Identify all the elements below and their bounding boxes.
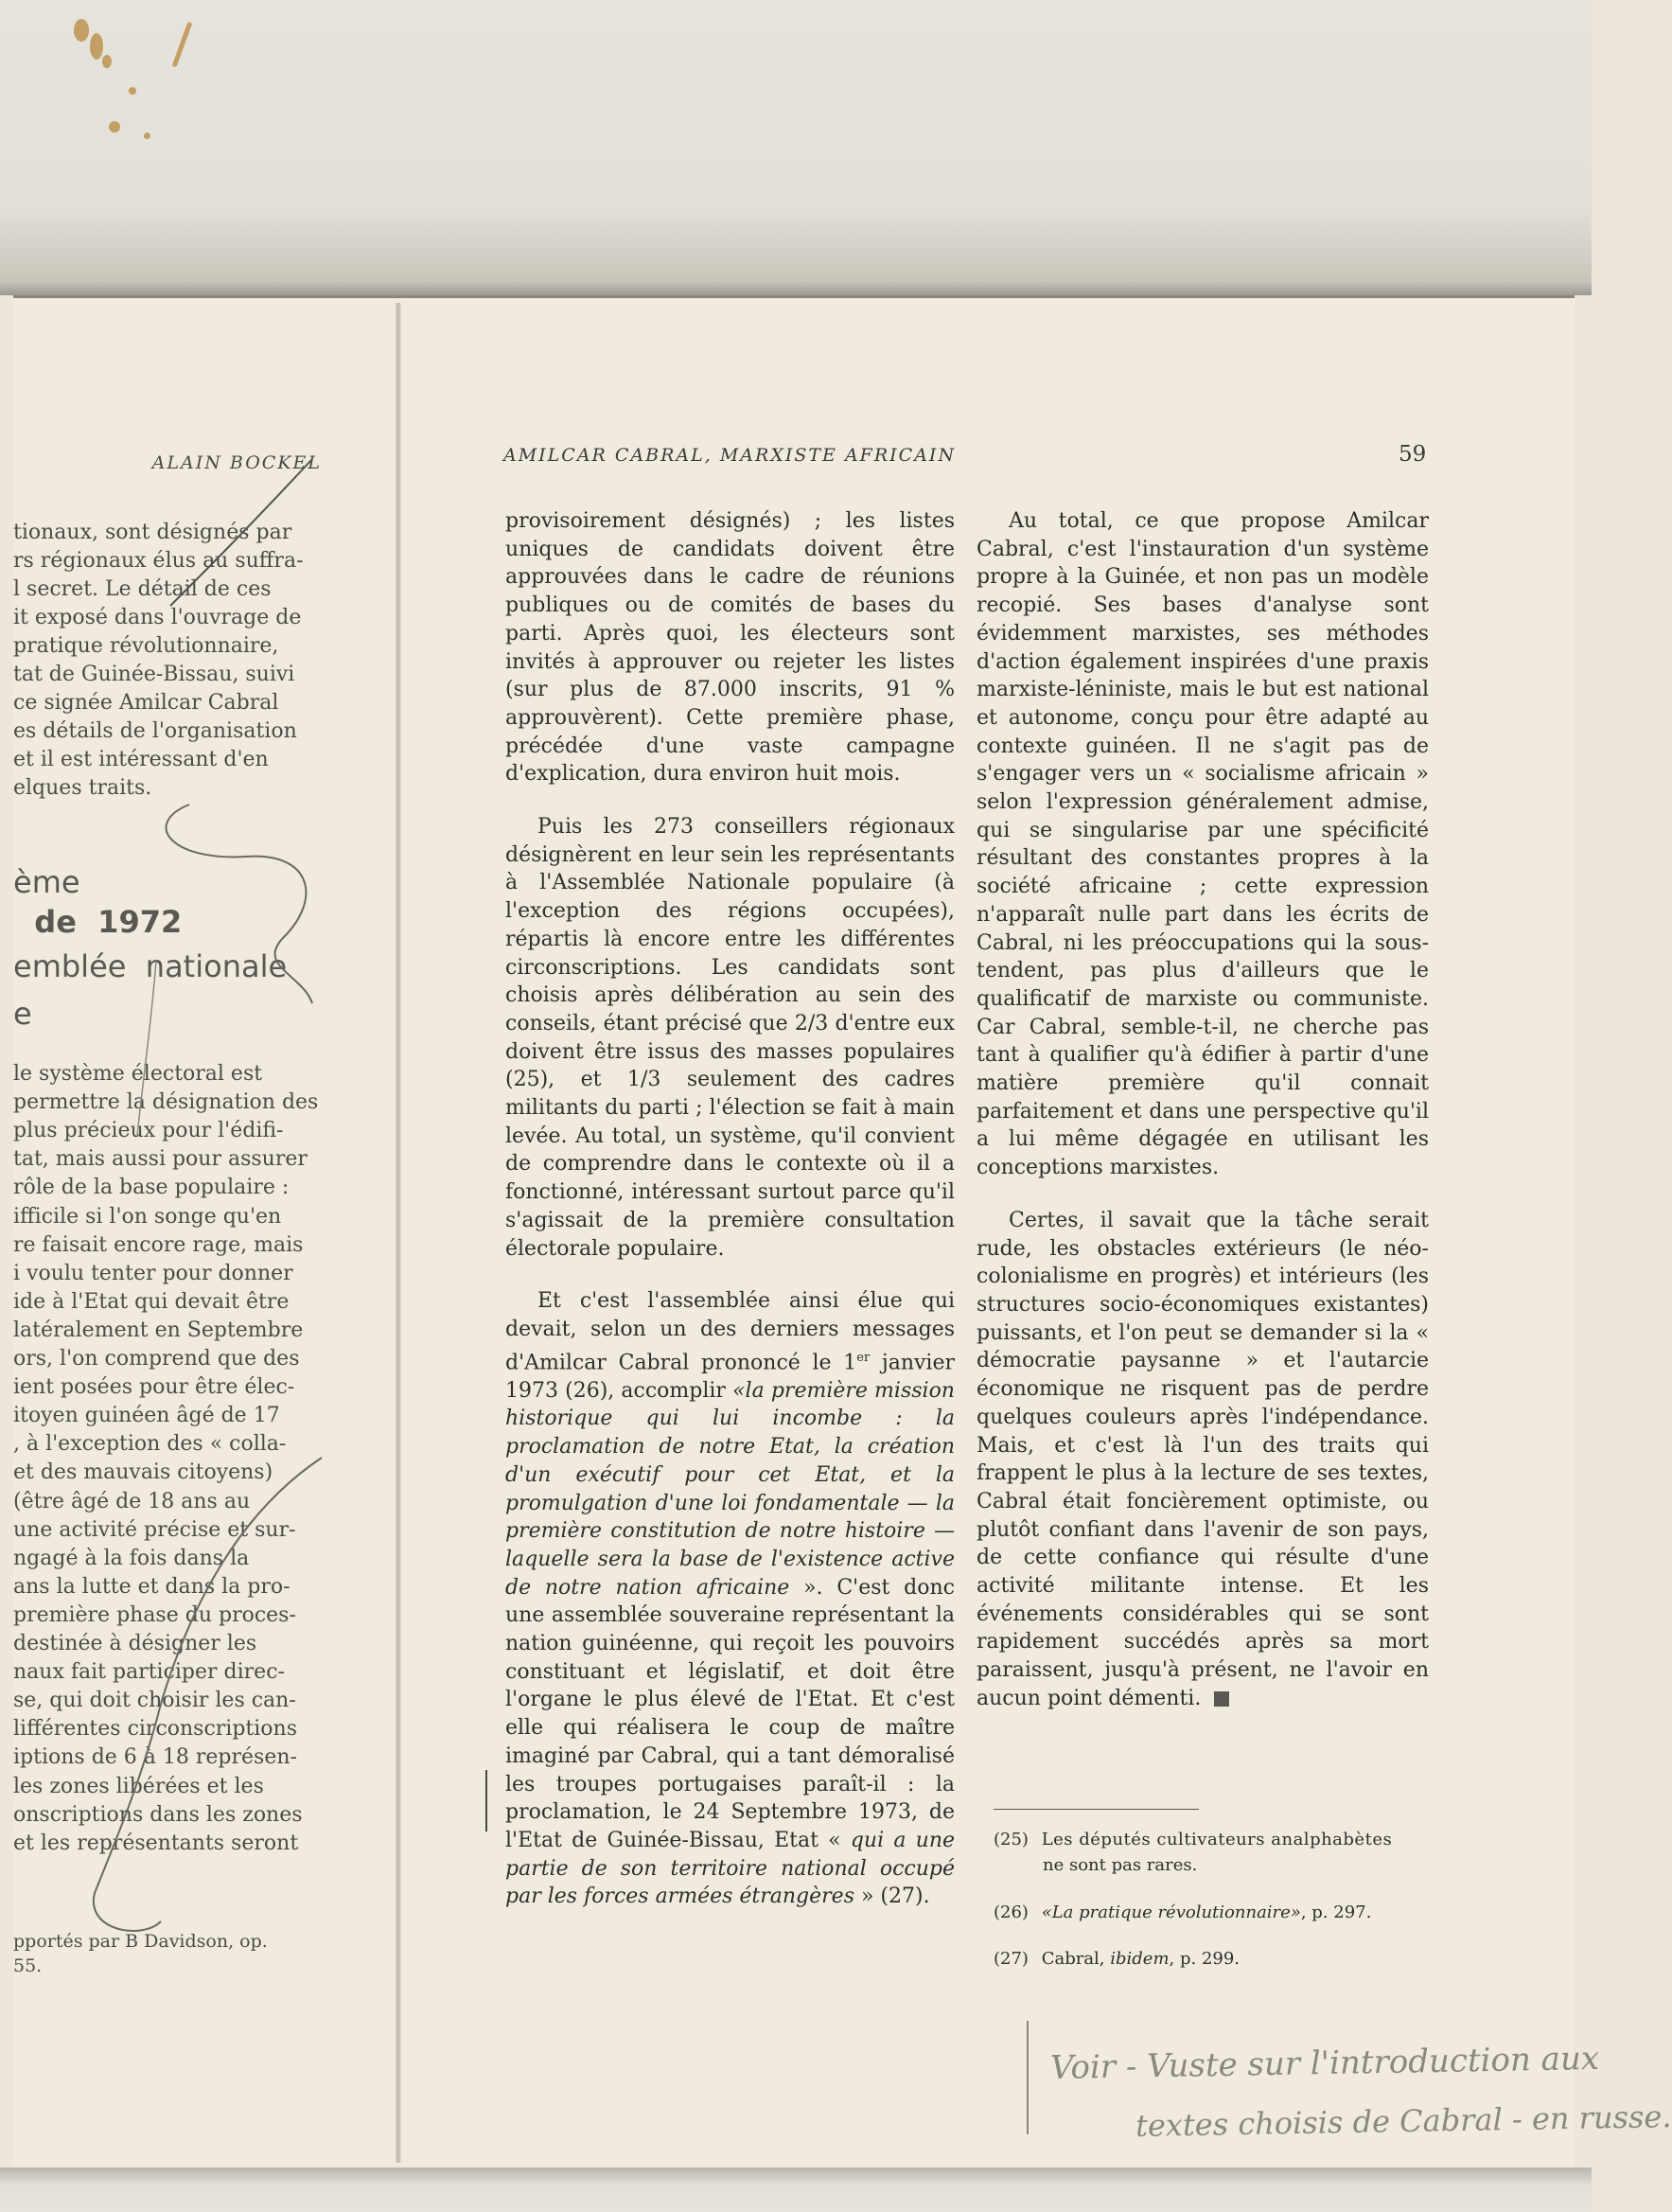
footnote-number: (27)	[994, 1949, 1029, 1969]
footnote-number: (26)	[994, 1902, 1029, 1922]
quotation: qui a une partie de son territoire national occupé par les forces armées étrangères	[505, 1828, 956, 1909]
left-running-head: ALAIN BOCKEL	[151, 452, 322, 473]
left-text-line: tat, mais aussi pour assurer	[13, 1147, 308, 1172]
left-text-line: plus précieux pour l'édifi-	[13, 1119, 284, 1143]
left-text-line: se, qui doit choisir les can-	[13, 1689, 296, 1713]
left-heading-line: e	[13, 996, 32, 1032]
left-text-line: ifficile si l'on songe qu'en	[13, 1204, 282, 1229]
left-heading-line: de 1972	[13, 904, 183, 940]
left-text-line: rôle de la base populaire :	[13, 1176, 290, 1200]
left-text-line: rs régionaux élus au suffra-	[13, 549, 304, 573]
footnote-number: (25)	[994, 1830, 1029, 1849]
left-text-line: naux fait participer direc-	[13, 1660, 285, 1685]
left-text-line: ide à l'Etat qui devait être	[13, 1289, 290, 1314]
text-run: » (27).	[854, 1885, 930, 1909]
left-text-line: latéralement en Septembre	[13, 1318, 304, 1342]
handwritten-note-line-1: Voir - Vuste sur l'introduction aux	[1049, 2039, 1600, 2088]
running-head: AMILCAR CABRAL, MARXISTE AFRICAIN	[503, 445, 957, 466]
text-run: Et c'est l'assemblée ainsi élue qui devait, selon un des derniers messages d'Amilcar Cabral prononcé le 1	[505, 1289, 955, 1375]
left-footnote-line: 55.	[13, 1955, 43, 1976]
paragraph: Puis les 273 conseillers régionaux désignèrent en leur sein les représentants à l'Assemblée Nationale populaire (à l'exception des régions occupées), répartis là encore entre les différentes circonscriptions. Les candidats sont choisis après délibération au sein des conseils, étant précisé que 2/3 d'entre eux doivent être issus des masses populaires (25), et 1/3 seulement des cadres militants du parti ; l'élection se fait à main levée. Au total, un système, qu'il convient de comprendre dans le contexte où il a fonctionné, intéressant surtout parce qu'il s'agissait de la première consultation électorale populaire.	[505, 815, 955, 1261]
left-text-line: ient posées pour être élec-	[13, 1375, 295, 1400]
left-text-line: destinée à désigner les	[13, 1632, 257, 1655]
footnote-text: Cabral,	[1041, 1949, 1111, 1969]
quotation: «la première mission historique qui lui incombe : la proclamation de notre Etat, la création d'un exécutif pour cet Etat, et la promulgation d'une loi fondamentale — la première constitution de notre histoire — laquelle sera la base de l'existence active de notre nation africaine	[505, 1378, 955, 1600]
left-text-line: i voulu tenter pour donner	[13, 1261, 293, 1285]
left-text-line: et les représentants seront	[13, 1831, 299, 1855]
text-run: Certes, il savait que la tâche serait rude, les obstacles extérieurs (le néo-colonialisme en progrès) et intérieurs (les structures socio-économiques existantes) puissants, et l'on peut se demander si la « démocratie paysanne » et l'autarcie économique ne risquent pas de perdre quelques couleurs après l'indépendance. Mais, et c'est là l'un des traits qui frappent le plus à la lecture de ses textes, Cabral était foncièrement optimiste, ou plutôt confiant dans l'avenir de son pays, de cette confiance qui résulte d'une activité militante intense. Et les événements considérables qui se sont rapidement succédés après sa mort paraissent, jusqu'à présent, ne l'avoir en aucun point démenti.	[977, 1208, 1429, 1710]
left-text-line: lifférentes circonscriptions	[13, 1717, 298, 1742]
left-text-line: première phase du proces-	[13, 1602, 296, 1627]
left-text-line: it exposé dans l'ouvrage de	[13, 606, 302, 629]
left-text-line: tat de Guinée-Bissau, suivi	[13, 663, 295, 686]
left-text-line: ans la lutte et dans la pro-	[13, 1574, 290, 1599]
left-text-line: et des mauvais citoyens)	[13, 1460, 273, 1485]
left-text-line: (être âgé de 18 ans au	[13, 1489, 251, 1513]
left-text-line: l secret. Le détail de ces	[13, 577, 272, 601]
superscript: er	[856, 1350, 871, 1365]
left-text-line: itoyen guinéen âgé de 17	[13, 1404, 280, 1428]
footnote-text: Les députés cultivateurs analphabètes	[1041, 1830, 1393, 1849]
paragraph: provisoirement désignés) ; les listes uniques de candidats doivent être approuvées dans le cadre de réunions publiques ou de comités de bases du parti. Après quoi, les électeurs sont invités à approuver ou rejeter les listes (sur plus de 87.000 inscrits, 91 % approuvèrent). Cette première phase, précédée d'une vaste campagne d'explication, dura environ huit mois.	[505, 509, 955, 787]
paragraph: Au total, ce que propose Amilcar Cabral, c'est l'instauration d'un système propre à la Guinée, et non pas un modèle recopié. Ses bases d'analyse sont évidemment marxistes, ses méthodes d'action également inspirées d'une praxis marxiste-léniniste, mais le but est national et autonome, conçu pour être adapté au contexte guinéen. Il ne s'agit pas de s'engager vers un « socialisme africain » selon l'expression généralement admise, qui se singularise par une spécificité résultant des constantes propres à la société africaine ; cette expression n'apparaît nulle part dans les écrits de Cabral, ni les préoccupations qui la sous-tendent, pas plus d'ailleurs que le qualificatif de marxiste ou communiste. Car Cabral, semble-t-il, ne cherche pas tant à qualifier qu'à édifier à partir d'une matière première qu'il connait parfaitement et dans une perspective qu'il a lui même dégagée en utilisant les conceptions marxistes.	[977, 509, 1429, 1180]
left-text-line: ngagé à la fois dans la	[13, 1546, 250, 1570]
left-text-line: re faisait encore rage, mais	[13, 1232, 304, 1257]
left-text-line: et il est intéressant d'en	[13, 748, 269, 771]
left-text-line: es détails de l'organisation	[13, 719, 297, 743]
footnote-title: ibidem	[1110, 1949, 1170, 1969]
left-text-line: elques traits.	[13, 776, 152, 800]
left-text-line: iptions de 6 à 18 représen-	[13, 1745, 297, 1770]
footnote-title: «La pratique révolutionnaire»	[1041, 1902, 1301, 1922]
left-text-line: permettre la désignation des	[13, 1090, 319, 1115]
left-heading-line: emblée nationale	[13, 948, 288, 984]
footnote-text: ne sont pas rares.	[1043, 1855, 1198, 1875]
left-text-line: pratique révolutionnaire,	[13, 634, 279, 658]
left-text-line: le système électoral est	[13, 1062, 263, 1086]
footnote-text: , p. 299.	[1169, 1949, 1241, 1969]
left-text-line: tionaux, sont désignés par	[13, 521, 292, 544]
left-text-line: les zones libérées et les	[13, 1774, 264, 1798]
left-text-line: , à l'exception des « colla-	[13, 1432, 287, 1457]
left-text-line: ors, l'on comprend que des	[13, 1347, 300, 1371]
left-heading-line: ème	[13, 864, 80, 900]
left-text-line: onscriptions dans les zones	[13, 1802, 303, 1827]
left-text-line: ce signée Amilcar Cabral	[13, 691, 279, 715]
left-footnote-line: pportés par B Davidson, op.	[13, 1931, 268, 1952]
footnote-text: , p. 297.	[1300, 1902, 1372, 1922]
text-run: ». C'est donc une assemblée souveraine représentant la nation guinéenne, qui reçoit les pouvoirs constituant et législatif, et doit être l'organe le plus élevé de l'Etat. Et c'est elle qui réalisera le coup de maître imaginé par Cabral, qui a tant démoralisé les troupes portugaises paraît-il : la proclamation, le 24 Septembre 1973, de l'Etat de Guinée-Bissau, Etat «	[505, 1575, 955, 1852]
left-text-line: une activité précise et sur-	[13, 1517, 296, 1542]
text-run: janvier 1973 (26), accomplir	[505, 1351, 956, 1403]
page-number: 59	[1399, 442, 1427, 467]
handwritten-note-line-2: textes choisis de Cabral - en russe.	[1135, 2098, 1672, 2144]
